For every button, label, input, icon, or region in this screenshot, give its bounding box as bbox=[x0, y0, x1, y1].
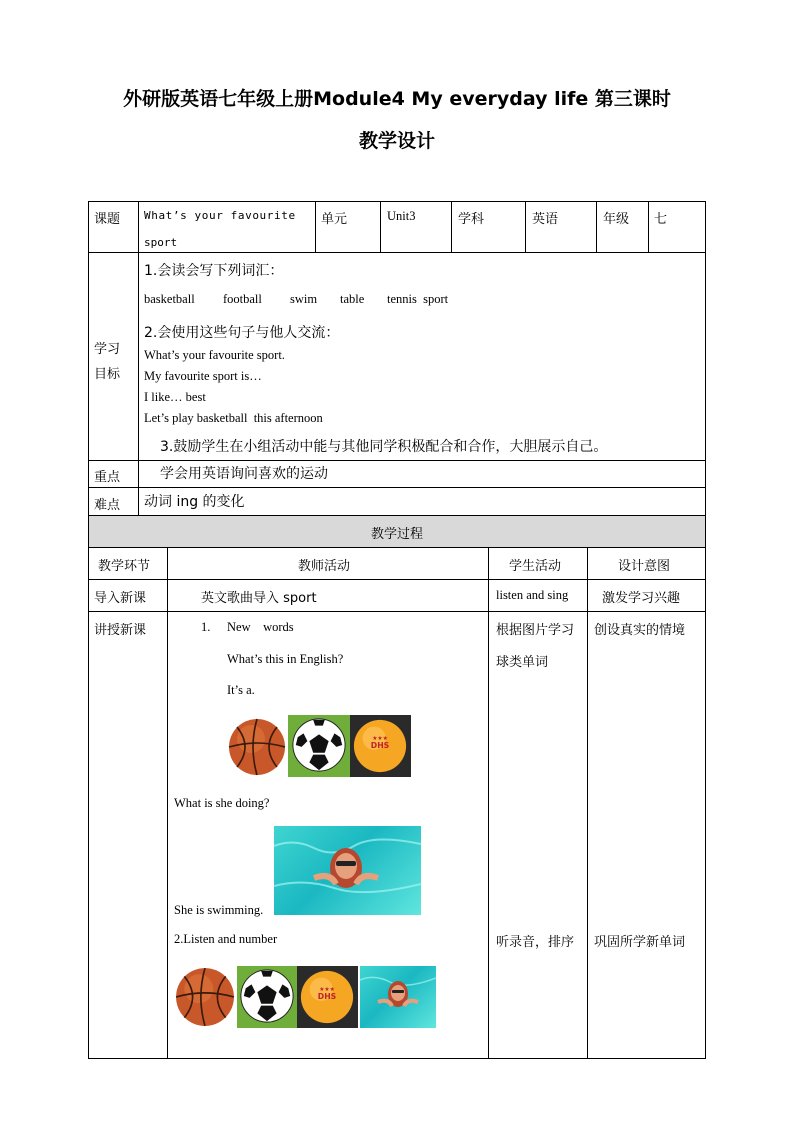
vocab-swim: swim bbox=[290, 292, 318, 306]
row2-student-a-1: 根据图片学习 bbox=[496, 623, 575, 638]
basketball-icon bbox=[227, 717, 287, 777]
grade-value: 七 bbox=[654, 212, 668, 227]
objectives-label-2: 目标 bbox=[94, 367, 121, 382]
row1-teacher: 英文歌曲导入 sport bbox=[201, 591, 317, 606]
header-stage: 教学环节 bbox=[98, 559, 151, 574]
row2-student-b: 听录音，排序 bbox=[496, 935, 575, 950]
item2-title: 2.Listen and number bbox=[174, 932, 278, 946]
subject-label: 学科 bbox=[458, 212, 485, 227]
header-intent: 设计意图 bbox=[618, 559, 671, 574]
answer-1: It’s a. bbox=[227, 683, 255, 697]
row2-student-a-2: 球类单词 bbox=[496, 655, 549, 670]
key-point-value: 学会用英语询问喜欢的运动 bbox=[160, 466, 328, 482]
subject-value: 英语 bbox=[532, 212, 559, 227]
sentence-3: I like… best bbox=[144, 390, 206, 404]
question-1: What’s this in English? bbox=[227, 652, 344, 666]
row1-intent: 激发学习兴趣 bbox=[602, 591, 681, 606]
header-teacher: 教师活动 bbox=[298, 559, 351, 574]
difficulty-label: 难点 bbox=[94, 498, 121, 513]
objectives-label-1: 学习 bbox=[94, 342, 121, 357]
topic-value-2: sport bbox=[144, 236, 178, 249]
football-icon bbox=[238, 967, 296, 1025]
difficulty-value: 动词 ing 的变化 bbox=[144, 494, 245, 510]
unit-label: 单元 bbox=[321, 212, 348, 227]
objective-3: 3.鼓励学生在小组活动中能与其他同学积极配合和合作，大胆展示自己。 bbox=[160, 439, 608, 455]
row2-intent-b: 巩固所学新单词 bbox=[594, 935, 686, 950]
objective-2: 2.会使用这些句子与他人交流： bbox=[144, 325, 340, 341]
vocab-table: table bbox=[340, 292, 365, 306]
vocab-basketball: basketball bbox=[144, 292, 195, 306]
vocab-football: football bbox=[223, 292, 262, 306]
item1-number: 1. bbox=[201, 620, 211, 634]
row1-student: listen and sing bbox=[496, 588, 569, 602]
topic-label: 课题 bbox=[94, 212, 121, 227]
table-tennis-ball-icon bbox=[298, 968, 356, 1026]
table-tennis-ball-icon bbox=[351, 717, 409, 775]
topic-value: What’s your favourite bbox=[144, 209, 296, 222]
document-subtitle: 教学设计 bbox=[358, 130, 435, 152]
svg-text:DHS: DHS bbox=[317, 991, 337, 1001]
basketball-icon bbox=[174, 966, 236, 1028]
vocab-tennis-sport: tennis sport bbox=[387, 292, 449, 306]
sentence-1: What’s your favourite sport. bbox=[144, 348, 285, 362]
document-title: 外研版英语七年级上册Module4 My everyday life 第三课时 bbox=[123, 88, 671, 110]
swimmer-photo bbox=[360, 966, 436, 1028]
sentence-2: My favourite sport is… bbox=[144, 369, 262, 383]
objective-1: 1.会读会写下列词汇： bbox=[144, 263, 284, 279]
question-2: What is she doing? bbox=[174, 796, 270, 810]
row1-stage: 导入新课 bbox=[94, 591, 147, 606]
svg-text:★★★: ★★★ bbox=[319, 987, 335, 994]
football-icon bbox=[290, 716, 348, 774]
item1-title: New words bbox=[227, 620, 294, 634]
process-title: 教学过程 bbox=[370, 527, 423, 542]
answer-2: She is swimming. bbox=[174, 903, 264, 917]
header-student: 学生活动 bbox=[509, 559, 562, 574]
svg-text:DHS: DHS bbox=[370, 740, 390, 750]
swimmer-photo bbox=[274, 826, 421, 915]
row2-stage: 讲授新课 bbox=[94, 623, 147, 638]
row2-intent-a: 创设真实的情境 bbox=[594, 623, 686, 638]
key-point-label: 重点 bbox=[94, 470, 121, 485]
sentence-4: Let’s play basketball this afternoon bbox=[144, 411, 323, 425]
grade-label: 年级 bbox=[603, 212, 630, 227]
svg-text:★★★: ★★★ bbox=[372, 736, 388, 743]
unit-value: Unit3 bbox=[387, 209, 416, 223]
